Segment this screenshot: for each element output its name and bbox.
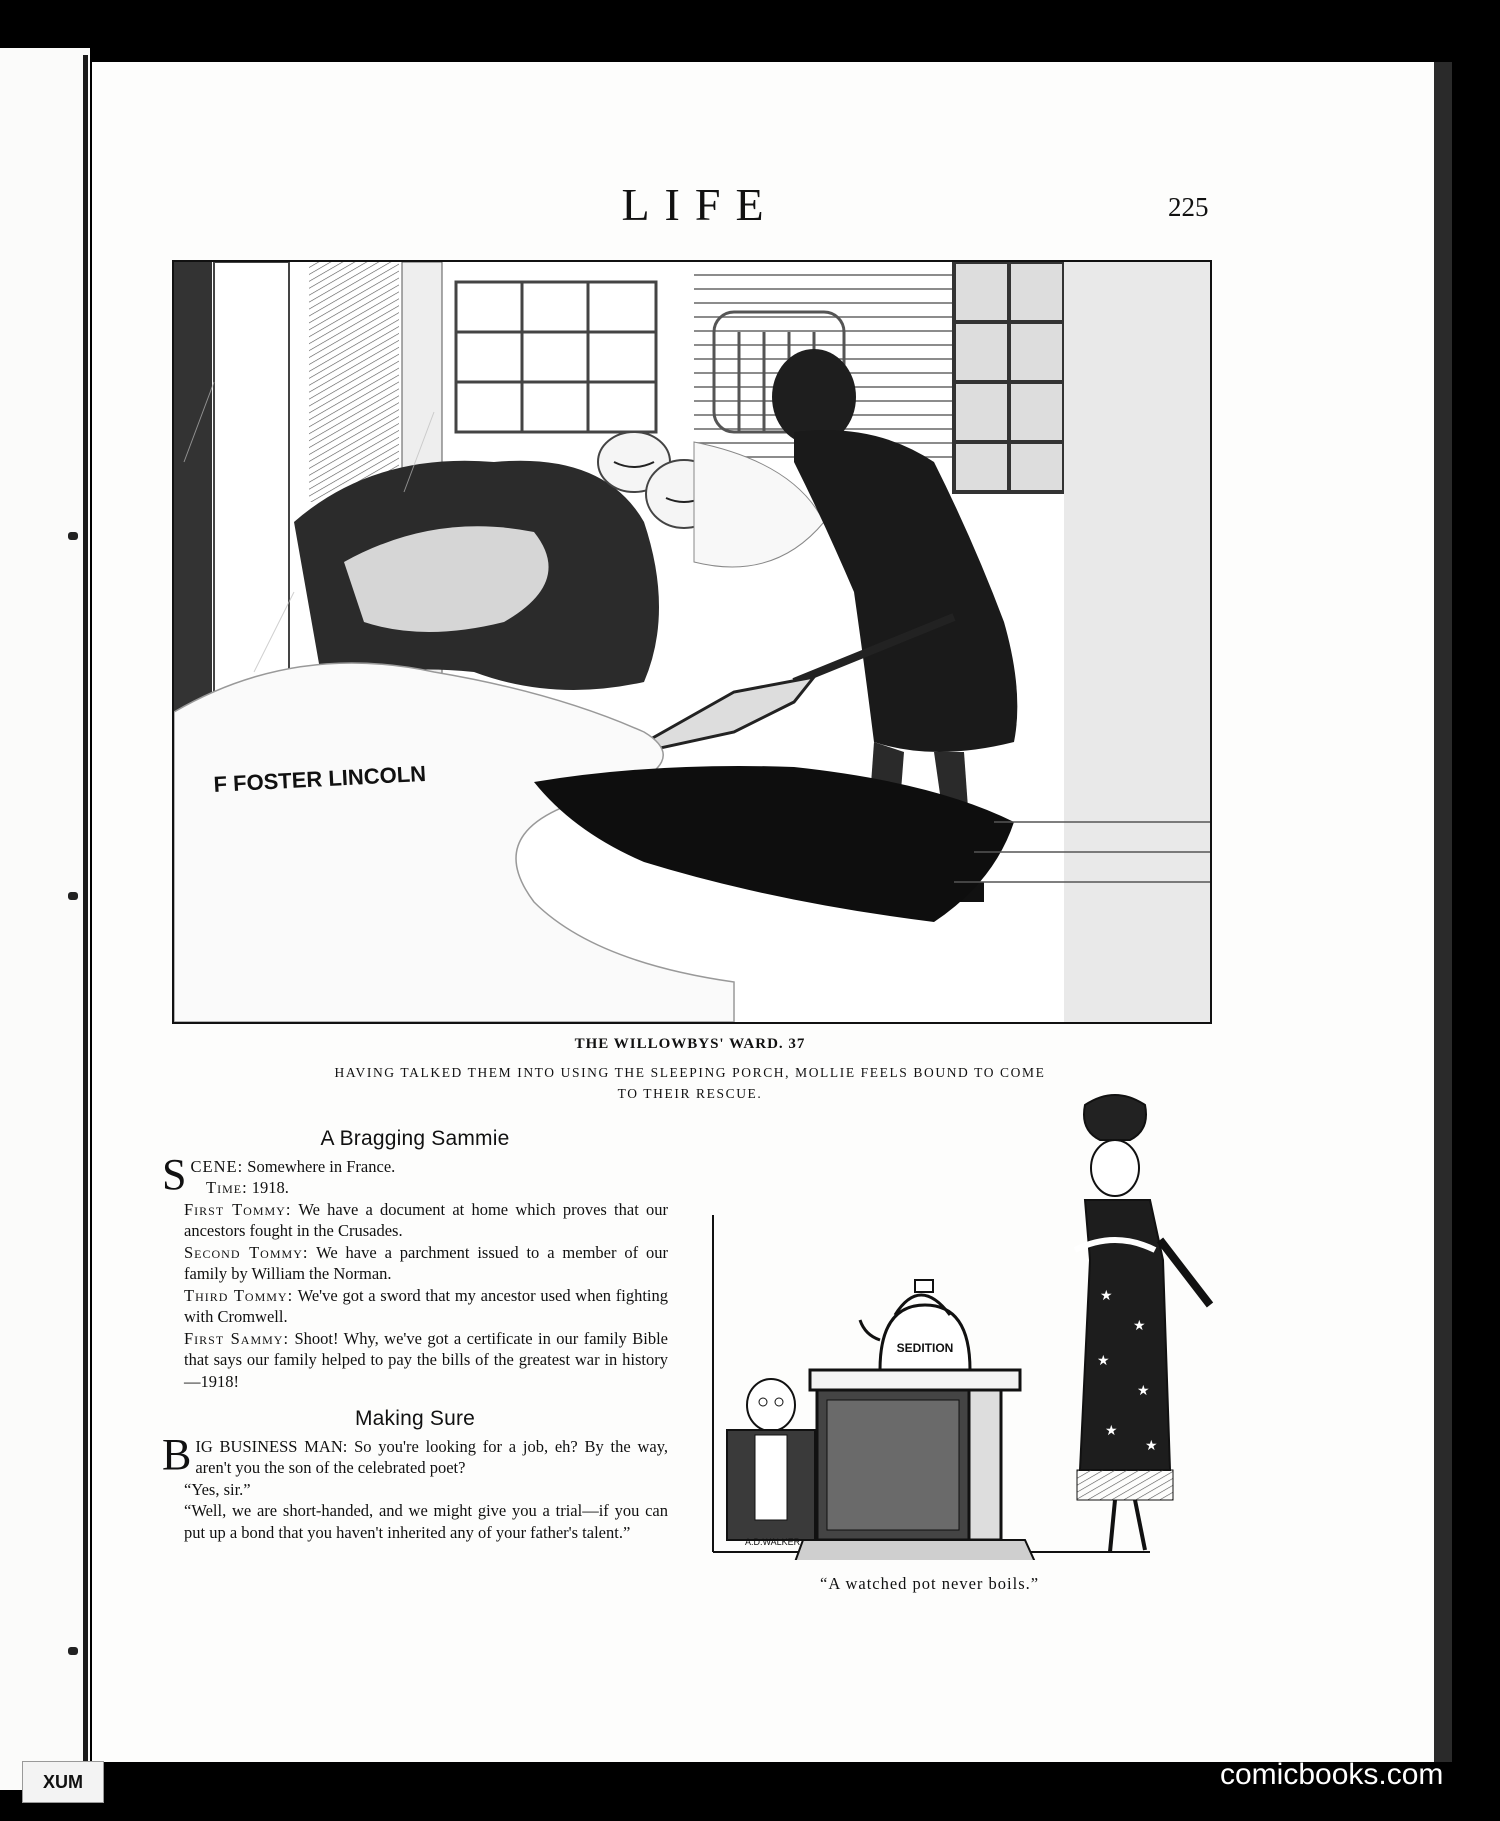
columbia-woman-figure	[1075, 1095, 1210, 1552]
cartoon-signature: A.D.WALKER	[745, 1537, 801, 1547]
masthead-title	[580, 178, 820, 231]
svg-text:★: ★	[1133, 1319, 1146, 1334]
porch-window	[456, 282, 656, 432]
svg-text:★: ★	[1097, 1354, 1110, 1369]
speaker-name: First Tommy:	[184, 1199, 292, 1219]
svg-text:★: ★	[1137, 1384, 1150, 1399]
speaker-text: We have a parchment issued to a member of our family by William the Norman.	[184, 1242, 669, 1283]
lead-line	[162, 1429, 668, 1479]
svg-text:★: ★	[1105, 1424, 1118, 1439]
scene-text: Somewhere in France.	[247, 1156, 396, 1176]
closing-line: “Well, we are short-handed, and we might give you a trial—if you can put up a bond that you haven't inherited any of your father's talent.”	[184, 1501, 668, 1542]
left-page-edge	[0, 48, 90, 1790]
lead-text: So you're looking for a job, eh? By the way, aren't you the son of the celebrated poet?	[195, 1436, 668, 1477]
sleeping-porch-drawing	[174, 262, 1210, 1022]
page-number: 225	[1168, 192, 1209, 222]
cartoon-illustration	[705, 1090, 1285, 1560]
time-text: 1918.	[251, 1178, 289, 1197]
article-title: A Bragging Sammie	[320, 1127, 510, 1150]
speaker-name: Second Tommy:	[184, 1242, 309, 1262]
scene-label: CENE:	[190, 1156, 244, 1176]
speaker-text: We have a document at home which proves that our ancestors fought in the Crusades.	[184, 1199, 669, 1240]
kettle-label: SEDITION	[896, 1341, 954, 1355]
speaker-text: We've got a sword that my ancestor used when fighting with Cromwell.	[184, 1285, 669, 1326]
illustration-title: THE WILLOWBYS' WARD. 37	[574, 1036, 806, 1052]
book-spine	[83, 55, 88, 1790]
masthead-title-text: LIFE	[621, 179, 779, 230]
dialogue-line	[162, 1242, 668, 1285]
time-label: Time:	[206, 1178, 248, 1197]
drop-cap: B	[162, 1429, 192, 1479]
svg-text:★: ★	[1145, 1439, 1158, 1454]
lead-speaker: IG BUSINESS MAN:	[195, 1436, 348, 1456]
speaker-name: Third Tommy:	[184, 1285, 294, 1305]
time-line	[162, 1177, 668, 1199]
article-title: Making Sure	[354, 1407, 476, 1430]
cartoon-caption: “A watched pot never boils.”	[820, 1574, 1040, 1593]
old-man-figure	[727, 1379, 815, 1540]
xum-badge: XUM	[22, 1761, 104, 1803]
speaker-text: Shoot! Why, we've got a certificate in our family Bible that says our family helped to pay the bills of the greatest war in history—1918!	[184, 1328, 668, 1391]
spine-notch	[68, 1647, 78, 1655]
spine-notch	[68, 532, 78, 540]
text-column	[162, 1128, 668, 1543]
dialogue-line	[162, 1285, 668, 1328]
illustration-caption: HAVING TALKED THEM INTO USING THE SLEEPING PORCH, MOLLIE FEELS BOUND TO COME TO THEIR RESCUE.	[334, 1065, 1046, 1101]
svg-text:★: ★	[1100, 1289, 1113, 1304]
dialogue-line	[162, 1328, 668, 1393]
page-edge-shadow	[1434, 62, 1452, 1762]
drop-cap: S	[162, 1149, 187, 1199]
main-illustration	[172, 260, 1212, 1024]
stove	[795, 1370, 1035, 1560]
speaker-name: First Sammy:	[184, 1328, 290, 1348]
right-window	[954, 262, 1064, 492]
dialogue-line	[162, 1199, 668, 1242]
reply-line: “Yes, sir.”	[184, 1479, 251, 1499]
sedition-kettle	[860, 1280, 970, 1370]
site-watermark: comicbooks.com	[1220, 1758, 1444, 1791]
artist-signature: F FOSTER LINCOLN	[212, 760, 427, 797]
spine-notch	[68, 892, 78, 900]
watched-pot-drawing	[705, 1090, 1285, 1560]
